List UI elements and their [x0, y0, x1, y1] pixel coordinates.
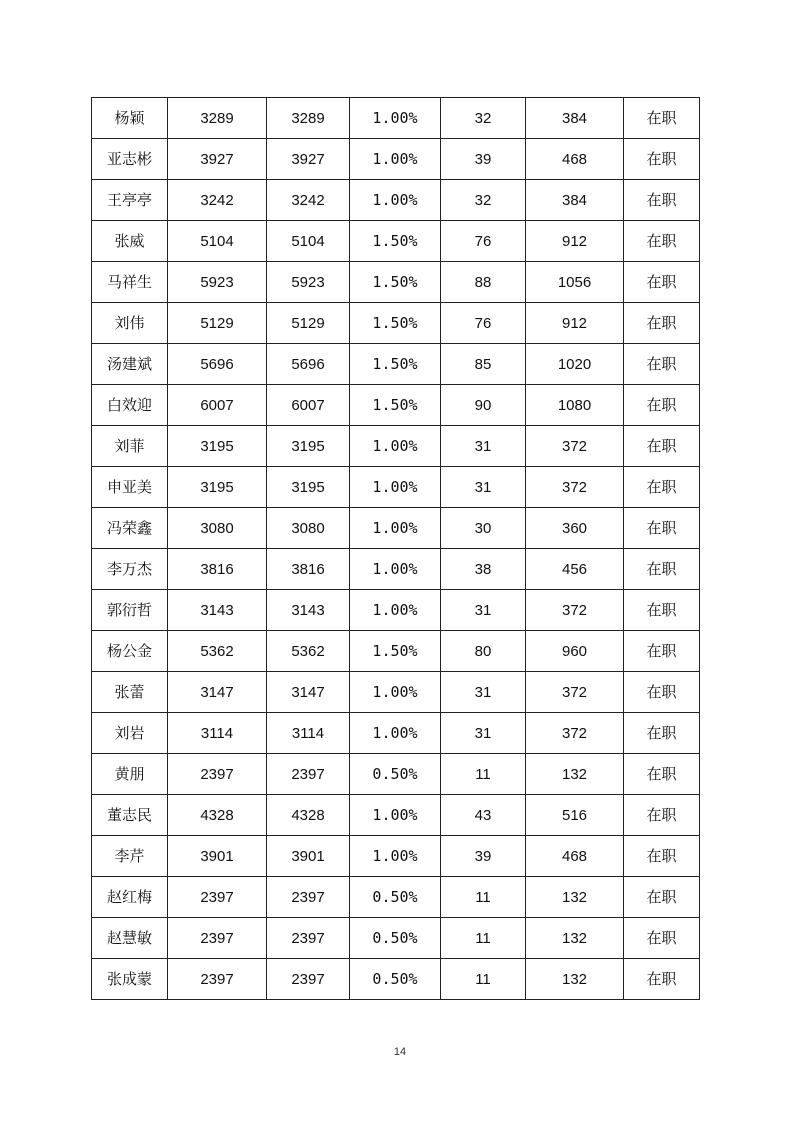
table-row [92, 959, 700, 1000]
employee-table [91, 97, 700, 1000]
monthly-cell: 31 [441, 672, 526, 713]
base-cell: 5129 [267, 303, 350, 344]
status-cell: 在职 [624, 467, 700, 508]
monthly-cell: 30 [441, 508, 526, 549]
status-cell: 在职 [624, 98, 700, 139]
name-cell: 白效迎 [92, 385, 168, 426]
monthly-cell: 11 [441, 754, 526, 795]
amount-cell: 5696 [168, 344, 267, 385]
amount-cell: 3195 [168, 467, 267, 508]
rate-cell: 1.50% [350, 344, 441, 385]
base-cell: 2397 [267, 877, 350, 918]
status-cell: 在职 [624, 959, 700, 1000]
annual-cell: 1080 [526, 385, 624, 426]
monthly-cell: 11 [441, 877, 526, 918]
status-cell: 在职 [624, 549, 700, 590]
status-cell: 在职 [624, 877, 700, 918]
rate-cell: 0.50% [350, 754, 441, 795]
rate-cell: 1.50% [350, 262, 441, 303]
annual-cell: 372 [526, 590, 624, 631]
annual-cell: 372 [526, 672, 624, 713]
status-cell: 在职 [624, 180, 700, 221]
table-row [92, 795, 700, 836]
monthly-cell: 80 [441, 631, 526, 672]
annual-cell: 384 [526, 180, 624, 221]
amount-cell: 3242 [168, 180, 267, 221]
monthly-cell: 31 [441, 713, 526, 754]
monthly-cell: 39 [441, 836, 526, 877]
rate-cell: 1.50% [350, 221, 441, 262]
name-cell: 杨公金 [92, 631, 168, 672]
name-cell: 杨颖 [92, 98, 168, 139]
rate-cell: 1.00% [350, 672, 441, 713]
amount-cell: 3114 [168, 713, 267, 754]
amount-cell: 5362 [168, 631, 267, 672]
amount-cell: 3195 [168, 426, 267, 467]
name-cell: 汤建斌 [92, 344, 168, 385]
amount-cell: 6007 [168, 385, 267, 426]
table-row [92, 344, 700, 385]
monthly-cell: 11 [441, 918, 526, 959]
status-cell: 在职 [624, 385, 700, 426]
annual-cell: 912 [526, 303, 624, 344]
annual-cell: 132 [526, 918, 624, 959]
status-cell: 在职 [624, 713, 700, 754]
rate-cell: 1.00% [350, 139, 441, 180]
table-row [92, 467, 700, 508]
rate-cell: 1.50% [350, 303, 441, 344]
base-cell: 3289 [267, 98, 350, 139]
status-cell: 在职 [624, 508, 700, 549]
name-cell: 申亚美 [92, 467, 168, 508]
monthly-cell: 31 [441, 426, 526, 467]
amount-cell: 5923 [168, 262, 267, 303]
table-row [92, 303, 700, 344]
annual-cell: 1056 [526, 262, 624, 303]
rate-cell: 1.00% [350, 508, 441, 549]
status-cell: 在职 [624, 590, 700, 631]
page-number: 14 [393, 1046, 407, 1058]
table-row [92, 672, 700, 713]
employee-table-body [92, 98, 700, 1000]
annual-cell: 132 [526, 754, 624, 795]
rate-cell: 1.00% [350, 549, 441, 590]
annual-cell: 912 [526, 221, 624, 262]
rate-cell: 0.50% [350, 877, 441, 918]
amount-cell: 3901 [168, 836, 267, 877]
monthly-cell: 76 [441, 221, 526, 262]
rate-cell: 0.50% [350, 959, 441, 1000]
rate-cell: 1.00% [350, 590, 441, 631]
annual-cell: 372 [526, 713, 624, 754]
annual-cell: 456 [526, 549, 624, 590]
table-row [92, 549, 700, 590]
rate-cell: 1.00% [350, 180, 441, 221]
status-cell: 在职 [624, 631, 700, 672]
annual-cell: 360 [526, 508, 624, 549]
monthly-cell: 90 [441, 385, 526, 426]
annual-cell: 384 [526, 98, 624, 139]
base-cell: 3901 [267, 836, 350, 877]
status-cell: 在职 [624, 303, 700, 344]
rate-cell: 1.50% [350, 631, 441, 672]
base-cell: 2397 [267, 918, 350, 959]
rate-cell: 1.00% [350, 467, 441, 508]
monthly-cell: 43 [441, 795, 526, 836]
monthly-cell: 11 [441, 959, 526, 1000]
amount-cell: 3927 [168, 139, 267, 180]
status-cell: 在职 [624, 754, 700, 795]
amount-cell: 3143 [168, 590, 267, 631]
status-cell: 在职 [624, 836, 700, 877]
monthly-cell: 85 [441, 344, 526, 385]
rate-cell: 1.00% [350, 98, 441, 139]
status-cell: 在职 [624, 139, 700, 180]
annual-cell: 132 [526, 959, 624, 1000]
rate-cell: 1.00% [350, 713, 441, 754]
base-cell: 3195 [267, 467, 350, 508]
table-row [92, 180, 700, 221]
table-row [92, 631, 700, 672]
rate-cell: 1.00% [350, 836, 441, 877]
amount-cell: 2397 [168, 918, 267, 959]
rate-cell: 1.00% [350, 795, 441, 836]
table-row [92, 426, 700, 467]
monthly-cell: 32 [441, 98, 526, 139]
table-row [92, 754, 700, 795]
amount-cell: 3289 [168, 98, 267, 139]
base-cell: 3242 [267, 180, 350, 221]
monthly-cell: 39 [441, 139, 526, 180]
monthly-cell: 76 [441, 303, 526, 344]
table-row [92, 836, 700, 877]
status-cell: 在职 [624, 795, 700, 836]
monthly-cell: 31 [441, 467, 526, 508]
rate-cell: 1.00% [350, 426, 441, 467]
base-cell: 5696 [267, 344, 350, 385]
name-cell: 王亭亭 [92, 180, 168, 221]
annual-cell: 960 [526, 631, 624, 672]
amount-cell: 4328 [168, 795, 267, 836]
table-row [92, 98, 700, 139]
table-row [92, 713, 700, 754]
base-cell: 2397 [267, 754, 350, 795]
base-cell: 3927 [267, 139, 350, 180]
base-cell: 3816 [267, 549, 350, 590]
base-cell: 5362 [267, 631, 350, 672]
table-row [92, 918, 700, 959]
status-cell: 在职 [624, 221, 700, 262]
base-cell: 3147 [267, 672, 350, 713]
status-cell: 在职 [624, 344, 700, 385]
table-row [92, 221, 700, 262]
base-cell: 6007 [267, 385, 350, 426]
name-cell: 马祥生 [92, 262, 168, 303]
name-cell: 郭衍哲 [92, 590, 168, 631]
annual-cell: 372 [526, 467, 624, 508]
table-row [92, 139, 700, 180]
status-cell: 在职 [624, 672, 700, 713]
status-cell: 在职 [624, 262, 700, 303]
status-cell: 在职 [624, 918, 700, 959]
name-cell: 张威 [92, 221, 168, 262]
name-cell: 黄朋 [92, 754, 168, 795]
name-cell: 李万杰 [92, 549, 168, 590]
monthly-cell: 31 [441, 590, 526, 631]
name-cell: 赵红梅 [92, 877, 168, 918]
name-cell: 李芹 [92, 836, 168, 877]
table-row [92, 508, 700, 549]
monthly-cell: 32 [441, 180, 526, 221]
amount-cell: 5104 [168, 221, 267, 262]
annual-cell: 372 [526, 426, 624, 467]
name-cell: 刘菲 [92, 426, 168, 467]
amount-cell: 3816 [168, 549, 267, 590]
monthly-cell: 38 [441, 549, 526, 590]
annual-cell: 468 [526, 139, 624, 180]
table-row [92, 385, 700, 426]
name-cell: 董志民 [92, 795, 168, 836]
name-cell: 刘岩 [92, 713, 168, 754]
amount-cell: 3147 [168, 672, 267, 713]
status-cell: 在职 [624, 426, 700, 467]
name-cell: 刘伟 [92, 303, 168, 344]
name-cell: 张蕾 [92, 672, 168, 713]
base-cell: 2397 [267, 959, 350, 1000]
amount-cell: 5129 [168, 303, 267, 344]
base-cell: 3143 [267, 590, 350, 631]
base-cell: 3114 [267, 713, 350, 754]
amount-cell: 2397 [168, 754, 267, 795]
annual-cell: 516 [526, 795, 624, 836]
table-row [92, 877, 700, 918]
name-cell: 冯荣鑫 [92, 508, 168, 549]
annual-cell: 132 [526, 877, 624, 918]
base-cell: 4328 [267, 795, 350, 836]
base-cell: 5104 [267, 221, 350, 262]
rate-cell: 0.50% [350, 918, 441, 959]
annual-cell: 1020 [526, 344, 624, 385]
name-cell: 张成蒙 [92, 959, 168, 1000]
amount-cell: 2397 [168, 959, 267, 1000]
table-row [92, 590, 700, 631]
table-row [92, 262, 700, 303]
base-cell: 3080 [267, 508, 350, 549]
base-cell: 3195 [267, 426, 350, 467]
base-cell: 5923 [267, 262, 350, 303]
monthly-cell: 88 [441, 262, 526, 303]
amount-cell: 3080 [168, 508, 267, 549]
name-cell: 赵慧敏 [92, 918, 168, 959]
name-cell: 亚志彬 [92, 139, 168, 180]
amount-cell: 2397 [168, 877, 267, 918]
rate-cell: 1.50% [350, 385, 441, 426]
annual-cell: 468 [526, 836, 624, 877]
